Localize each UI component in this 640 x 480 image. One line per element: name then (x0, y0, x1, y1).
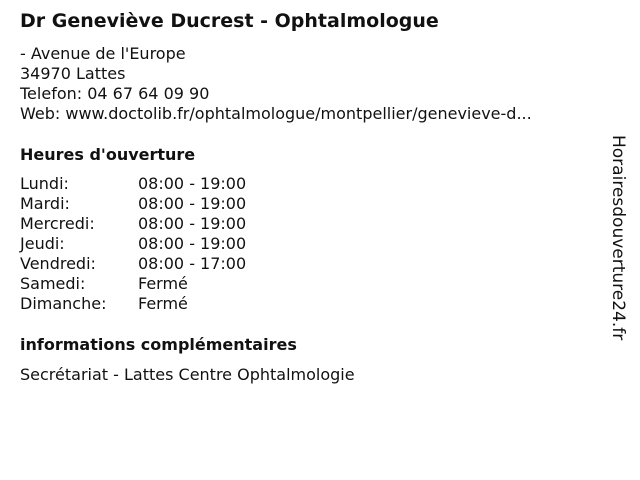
day-label: Mercredi: (20, 214, 95, 233)
street-address: - Avenue de l'Europe (20, 44, 186, 63)
time-value: 08:00 - 19:00 (138, 214, 247, 233)
info-heading: informations complémentaires (20, 335, 297, 354)
hours-row-friday (20, 254, 246, 274)
hours-row-sunday (20, 294, 246, 314)
address-block (20, 44, 532, 124)
day-label: Lundi: (20, 174, 69, 193)
day-label: Jeudi: (20, 234, 65, 253)
hours-row-tuesday (20, 194, 246, 214)
day-label: Dimanche: (20, 294, 107, 313)
time-value: Fermé (138, 274, 188, 293)
page-title: Dr Geneviève Ducrest - Ophtalmologue (20, 10, 439, 32)
day-label: Mardi: (20, 194, 70, 213)
time-value: Fermé (138, 294, 188, 313)
time-value: 08:00 - 19:00 (138, 234, 247, 253)
site-watermark: Horairesdouverture24.fr (608, 135, 628, 341)
hours-heading: Heures d'ouverture (20, 145, 196, 164)
info-text: Secrétariat - Lattes Centre Ophtalmologie (20, 365, 355, 384)
time-value: 08:00 - 17:00 (138, 254, 247, 273)
hours-row-monday (20, 174, 246, 194)
phone-number: Telefon: 04 67 64 09 90 (20, 84, 210, 103)
hours-row-saturday (20, 274, 246, 294)
city: 34970 Lattes (20, 64, 126, 83)
time-value: 08:00 - 19:00 (138, 174, 247, 193)
hours-row-wednesday (20, 214, 246, 234)
hours-row-thursday (20, 234, 246, 254)
day-label: Samedi: (20, 274, 86, 293)
website-link[interactable]: Web: www.doctolib.fr/ophtalmologue/montpellier/genevieve-d... (20, 104, 532, 123)
opening-hours-table (20, 174, 246, 314)
day-label: Vendredi: (20, 254, 96, 273)
time-value: 08:00 - 19:00 (138, 194, 247, 213)
